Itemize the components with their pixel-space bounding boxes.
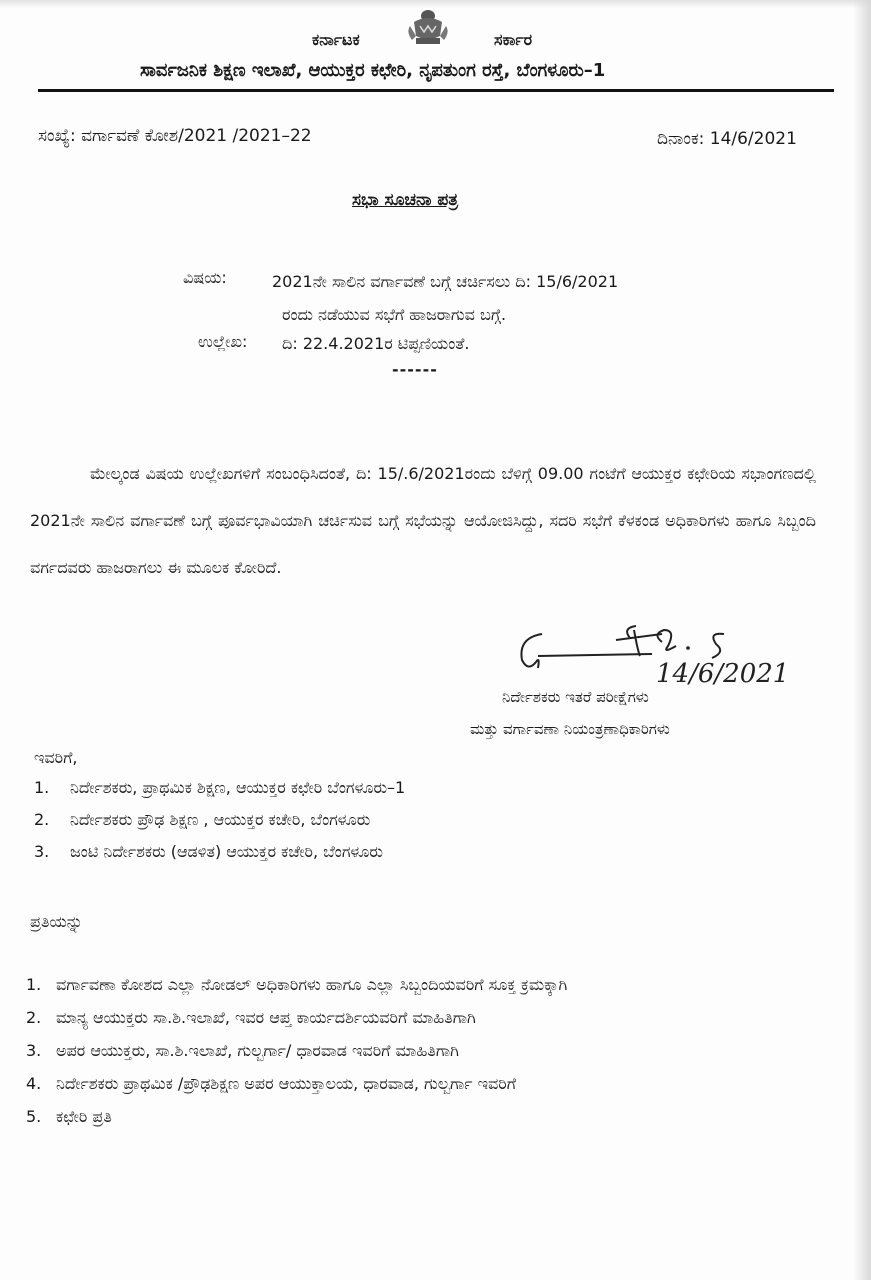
copy-to-list xyxy=(26,975,567,1140)
list-item: 2. ನಿರ್ದೇಶಕರು ಪ್ರೌಢ ಶಿಕ್ಷಣ , ಆಯುಕ್ತರ ಕಚೇರಿ, ಬೆಂಗಳೂರು xyxy=(34,810,371,829)
list-item: 3. ಜಂಟಿ ನಿರ್ದೇಶಕರು (ಆಡಳಿತ) ಆಯುಕ್ತರ ಕಚೇರಿ, ಬೆಂಗಳೂರು xyxy=(34,842,383,861)
subject-line-2: ರಂದು ನಡೆಯುವ ಸಭೆಗೆ ಹಾಜರಾಗುವ ಬಗ್ಗೆ. xyxy=(282,305,507,324)
recipients-label: ಇವರಿಗೆ, xyxy=(34,748,78,767)
signatory-designation-2: ಮತ್ತು ವರ್ಗಾವಣಾ ನಿಯಂತ್ರಣಾಧಿಕಾರಿಗಳು xyxy=(470,720,670,738)
signatory-designation-1: ನಿರ್ದೇಶಕರು ಇತರೆ ಪರೀಕ್ಷೆಗಳು xyxy=(502,688,649,706)
document-title: ಸಭಾ ಸೂಚನಾ ಪತ್ರ xyxy=(352,190,459,210)
reference-value: ದಿ: 22.4.2021ರ ಟಿಪ್ಪಣಿಯಂತೆ. xyxy=(282,334,470,353)
list-item: 1. ನಿರ್ದೇಶಕರು, ಪ್ರಾಥಮಿಕ ಶಿಕ್ಷಣ, ಆಯುಕ್ತರ ಕಛೇರಿ ಬೆಂಗಳೂರು–1 xyxy=(34,778,406,797)
header-department: ಸಾರ್ವಜನಿಕ ಶಿಕ್ಷಣ ಇಲಾಖೆ, ಆಯುಕ್ತರ ಕಛೇರಿ, ನೃಪತುಂಗ ರಸ್ತೆ, ಬೆಂಗಳೂರು–1 xyxy=(140,60,606,81)
list-item: 5. ಕಛೇರಿ ಪ್ರತಿ xyxy=(26,1107,112,1126)
copy-to-label: ಪ್ರತಿಯನ್ನು xyxy=(30,912,83,931)
header-government: ಸರ್ಕಾರ xyxy=(494,30,533,49)
list-item: 1. ವರ್ಗಾವಣಾ ಕೋಶದ ಎಲ್ಲಾ ನೋಡಲ್ ಅಧಿಕಾರಿಗಳು ಹಾಗೂ ಎಲ್ಲಾ ಸಿಬ್ಬಂದಿಯವರಿಗೆ ಸೂಕ್ತ ಕ್ರಮಕ್ಕಾಗಿ xyxy=(26,975,568,994)
list-item: 2. ಮಾನ್ಯ ಆಯುಕ್ತರು ಸಾ.ಶಿ.ಇಲಾಖೆ, ಇವರ ಆಪ್ತ ಕಾರ್ಯದರ್ಶಿಯವರಿಗೆ ಮಾಹಿತಿಗಾಗಿ xyxy=(26,1008,476,1027)
document-date: ದಿನಾಂಕ: 14/6/2021 xyxy=(657,129,797,149)
subject-line-1: 2021ನೇ ಸಾಲಿನ ವರ್ಗಾವಣೆ ಬಗ್ಗೆ ಚರ್ಚಿಸಲು ದಿ: 15/6/2021 xyxy=(272,272,619,291)
handwritten-date: 14/6/2021 xyxy=(656,659,790,689)
recipients-list xyxy=(34,778,405,874)
list-item: 4. ನಿರ್ದೇಶಕರು ಪ್ರಾಥಮಿಕ /ಪ್ರೌಢಶಿಕ್ಷಣ ಅಪರ ಆಯುಕ್ತಾಲಯ, ಧಾರವಾಡ, ಗುಲ್ಬರ್ಗಾ ಇವರಿಗೆ xyxy=(26,1074,517,1093)
page-edge-shadow xyxy=(853,0,871,1280)
state-emblem-icon xyxy=(402,6,454,48)
reference-number: ಸಂಖ್ಯೆ: ವರ್ಗಾವಣೆ ಕೋಶ/2021 /2021–22 xyxy=(38,126,312,146)
handwritten-signature xyxy=(512,616,812,692)
header-state-name: ಕರ್ನಾಟಕ xyxy=(312,30,360,49)
header-rule xyxy=(38,89,834,92)
body-paragraph: ಮೇಲ್ಕಂಡ ವಿಷಯ ಉಲ್ಲೇಖಗಳಿಗೆ ಸಂಬಂಧಿಸಿದಂತೆ, ದಿ: 15/.6/2021ರಂದು ಬೆಳಿಗ್ಗೆ 09.00 ಗಂಟೆಗೆ ಆಯುಕ್ತರ ಕಛೇರಿಯ ಸಭಾಂಗಣದಲ್ಲಿ 2021ನೇ ಸಾಲಿನ ವರ್ಗಾವಣೆ ಬಗ್ಗೆ ಪೂರ್ವಭಾವಿಯಾಗಿ ಚರ್ಚಿಸುವ ಬಗ್ಗೆ ಸಭೆಯನ್ನು ಆಯೋಜಿಸಿದ್ದು, ಸದರಿ ಸಭೆಗೆ ಕೆಳಕಂಡ ಅಧಿಕಾರಿಗಳು ಹಾಗೂ ಸಿಬ್ಬಂದಿ ವರ್ಗದವರು ಹಾಜರಾಗಲು ಈ ಮೂಲಕ ಕೋರಿದೆ. xyxy=(30,464,816,577)
separator-dashes: ------ xyxy=(392,360,438,379)
subject-label: ವಿಷಯ: xyxy=(183,268,227,287)
list-item: 3. ಅಪರ ಆಯುಕ್ತರು, ಸಾ.ಶಿ.ಇಲಾಖೆ, ಗುಲ್ಬರ್ಗಾ/ ಧಾರವಾಡ ಇವರಿಗೆ ಮಾಹಿತಿಗಾಗಿ xyxy=(26,1041,459,1060)
reference-label: ಉಲ್ಲೇಖ: xyxy=(198,332,248,351)
